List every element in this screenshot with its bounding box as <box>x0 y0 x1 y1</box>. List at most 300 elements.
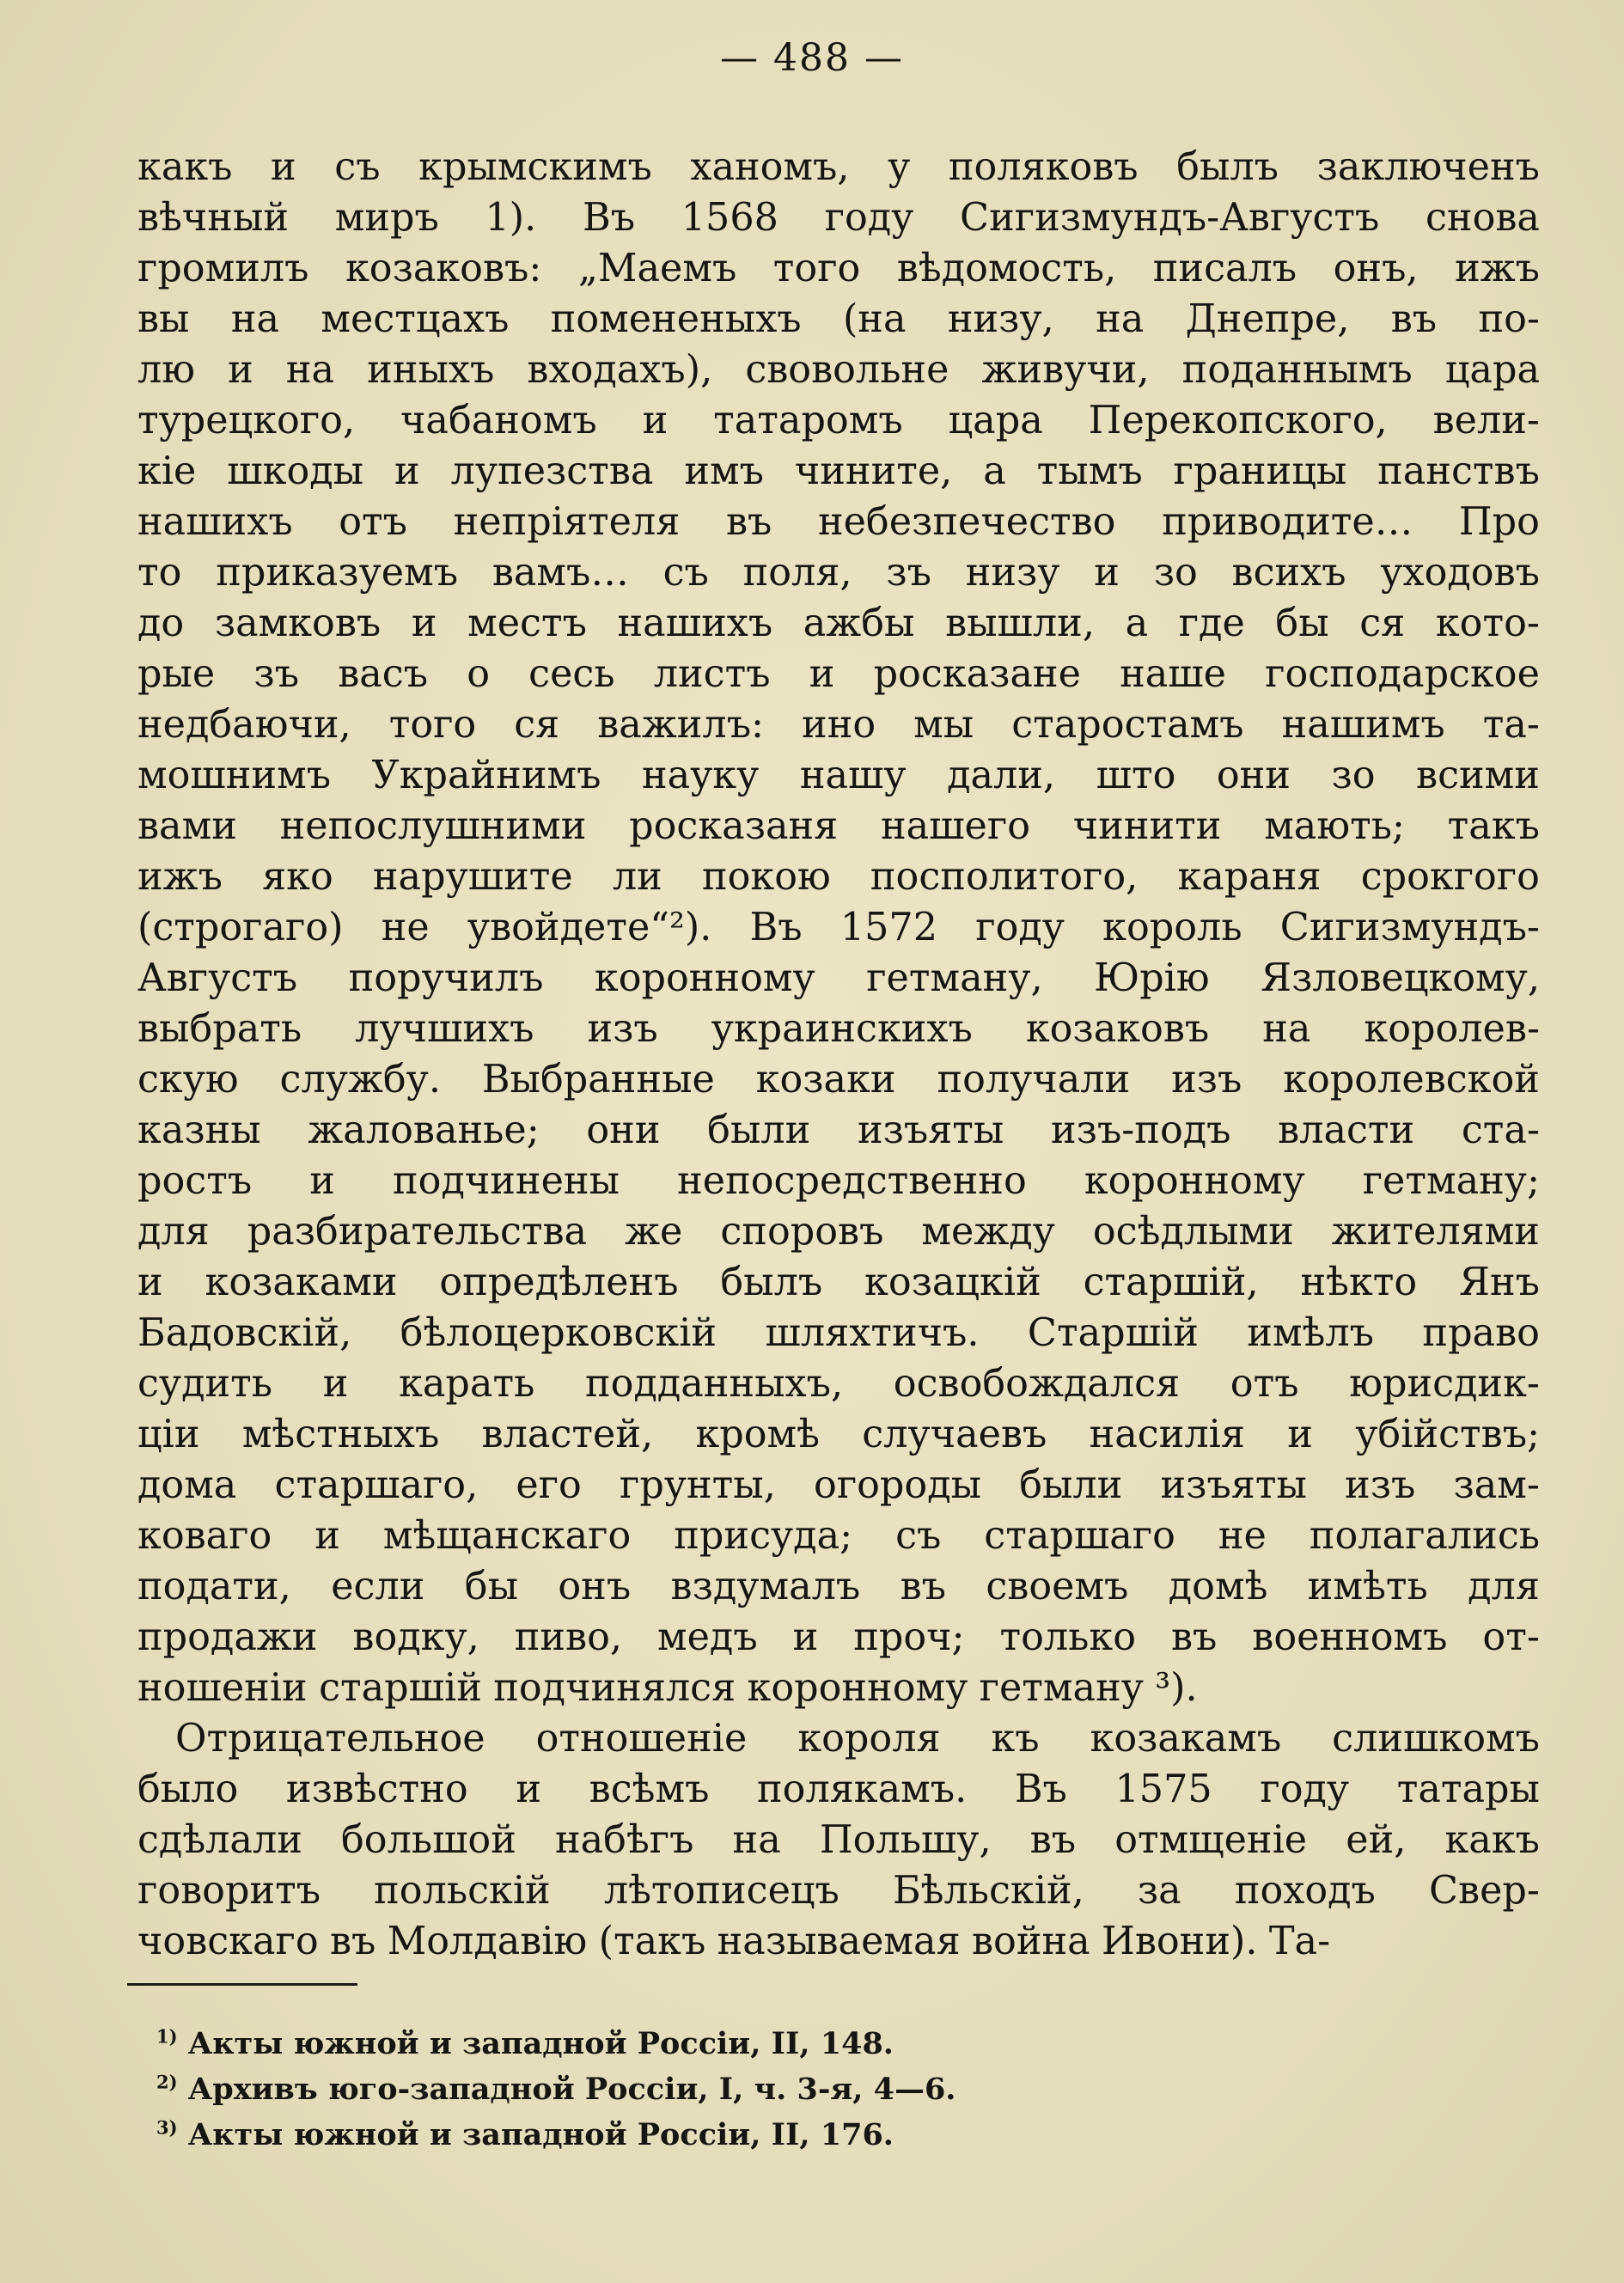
word: нашу <box>799 754 907 797</box>
word: королев- <box>1364 1007 1540 1051</box>
word: службу. <box>279 1058 441 1102</box>
word: Старшій <box>1027 1311 1199 1355</box>
word: на <box>285 348 335 392</box>
word: бѣлоцерковскій <box>400 1311 717 1355</box>
word: изъ <box>1171 1058 1242 1102</box>
word: приказуемъ <box>216 551 459 595</box>
word: старшаго <box>984 1514 1175 1558</box>
word: гетману <box>979 1666 1144 1710</box>
text-line <box>137 1460 1540 1511</box>
word: и <box>792 1615 819 1659</box>
word: походъ <box>1234 1869 1376 1913</box>
word: ся <box>1359 601 1406 645</box>
word: случаевъ <box>862 1413 1047 1456</box>
word: чинити <box>1072 804 1222 848</box>
word: Бадовскій, <box>137 1311 352 1355</box>
word: непосредственно <box>677 1159 1027 1203</box>
word: были <box>707 1108 811 1152</box>
word: казны <box>137 1108 261 1152</box>
word: война <box>971 1920 1090 1963</box>
word: Свер- <box>1428 1869 1540 1913</box>
word: о <box>467 652 490 696</box>
word: снова <box>1426 196 1540 240</box>
word: кото- <box>1435 601 1540 645</box>
word: вы <box>137 297 190 341</box>
word: изъ-подъ <box>1051 1108 1231 1152</box>
word: убійствъ; <box>1355 1413 1540 1456</box>
word: старшій, <box>1083 1261 1259 1304</box>
word: до <box>137 601 185 645</box>
word: старшій <box>319 1666 482 1710</box>
text-line <box>137 1764 1540 1815</box>
word: зъ <box>253 652 300 696</box>
word: козацкій <box>864 1261 1041 1304</box>
word: кіе <box>137 449 197 493</box>
word: освобождался <box>893 1362 1181 1406</box>
word: Польшу, <box>819 1818 992 1862</box>
word: Перекопского, <box>1088 399 1388 443</box>
word: небезпечество <box>817 500 1116 544</box>
word: короля <box>797 1717 941 1761</box>
word: лупезства <box>450 449 654 493</box>
word: миръ <box>334 196 439 240</box>
word: говоритъ <box>137 1869 321 1913</box>
text-line <box>137 649 1540 699</box>
word: ей, <box>1346 1818 1407 1862</box>
word: лучшихъ <box>355 1007 534 1051</box>
word: въ <box>900 1565 946 1608</box>
word: громилъ <box>137 247 309 290</box>
word: „Маемъ <box>577 247 737 290</box>
text-line <box>137 243 1540 294</box>
word: замковъ <box>214 601 382 645</box>
word: съ <box>895 1514 942 1558</box>
paragraph <box>137 1713 1540 1967</box>
word: татаромъ <box>713 399 903 443</box>
word: того <box>772 247 861 290</box>
word: Язловецкому, <box>1261 956 1540 1000</box>
word: отъ <box>1230 1362 1299 1406</box>
text-line <box>137 497 1540 547</box>
text-line <box>137 1308 1540 1358</box>
word: крымскимъ <box>418 145 652 189</box>
word: нашего <box>880 804 1030 848</box>
text-line <box>137 1409 1540 1460</box>
word: (строгаго) <box>137 906 344 949</box>
word: и <box>322 1362 349 1406</box>
text-line <box>137 1916 1540 1967</box>
word: вами <box>137 804 237 848</box>
word: и <box>516 1767 542 1811</box>
word: заключенъ <box>1316 145 1540 189</box>
word: караня <box>1177 855 1322 899</box>
word: получали <box>937 1058 1131 1102</box>
word: шляхтичъ. <box>765 1311 980 1355</box>
word: ростъ <box>137 1159 253 1203</box>
word: въ <box>1390 297 1438 341</box>
word: Бѣльскій, <box>892 1869 1084 1913</box>
word: зъ <box>886 551 931 595</box>
text-line <box>137 1004 1540 1054</box>
word: кромѣ <box>695 1413 820 1456</box>
word: Выбранные <box>481 1058 715 1102</box>
text-line <box>137 750 1540 801</box>
text-line <box>137 801 1540 852</box>
word: та- <box>1482 703 1540 747</box>
word: недбаючи, <box>137 703 351 747</box>
word: домѣ <box>1168 1565 1268 1608</box>
word: и <box>809 652 835 696</box>
word: писалъ <box>1152 247 1297 290</box>
word: непослушними <box>279 804 587 848</box>
word: скую <box>137 1058 239 1102</box>
word: грунты, <box>620 1463 776 1507</box>
word: нашимъ <box>1281 703 1445 747</box>
word: гетману; <box>1362 1159 1540 1203</box>
footnote-text: Архивъ юго-западной Россіи, I, ч. 3-я, 4—6. <box>177 2072 956 2107</box>
word: полагались <box>1309 1514 1540 1558</box>
word: дали, <box>947 754 1056 797</box>
word: мѣстныхъ <box>241 1413 440 1456</box>
word: на <box>1096 297 1145 341</box>
word: турецкого, <box>137 399 356 443</box>
word: увойдете“²). <box>467 906 712 949</box>
word: мають; <box>1264 804 1405 848</box>
word: ажбы <box>803 601 915 645</box>
word: къ <box>991 1717 1040 1761</box>
word: украинскихъ <box>711 1007 973 1051</box>
word: присуда; <box>674 1514 853 1558</box>
word: Ивони). <box>1102 1920 1258 1963</box>
word: Въ <box>749 906 803 949</box>
text-line <box>137 1511 1540 1561</box>
word: ³). <box>1155 1666 1198 1710</box>
word: мы <box>913 703 974 747</box>
word: продажи <box>137 1615 318 1659</box>
word: тымъ <box>1036 449 1143 493</box>
word: ся <box>514 703 560 747</box>
word: сесь <box>528 652 615 696</box>
word: яко <box>262 855 333 899</box>
word: важилъ: <box>597 703 765 747</box>
word: и <box>271 145 296 189</box>
text-line <box>137 294 1540 345</box>
word: зо <box>1153 551 1198 595</box>
word: имъ <box>684 449 764 493</box>
word: въ <box>1029 1818 1077 1862</box>
word: ино <box>802 703 876 747</box>
word: королевской <box>1283 1058 1540 1102</box>
word: коронному <box>747 1666 968 1710</box>
word: ханомъ, <box>690 145 850 189</box>
text-line <box>137 142 1540 192</box>
word: 1575 <box>1114 1767 1212 1811</box>
footnote-mark: 2) <box>156 2071 178 2093</box>
word: Въ <box>1014 1767 1067 1811</box>
text-line <box>137 1156 1540 1206</box>
word: татары <box>1396 1767 1540 1811</box>
word: онъ <box>558 1565 632 1608</box>
word: только <box>999 1615 1137 1659</box>
word: Янъ <box>1459 1261 1540 1304</box>
paragraph <box>137 142 1540 1713</box>
word: судить <box>137 1362 273 1406</box>
word: по- <box>1478 297 1540 341</box>
footnote-divider <box>127 1983 357 1986</box>
word: дома <box>137 1463 237 1507</box>
word: Августъ <box>137 956 298 1000</box>
word: ношеніи <box>137 1666 308 1710</box>
word: изъяты <box>1160 1463 1307 1507</box>
word: властей, <box>481 1413 654 1456</box>
word: васъ <box>338 652 429 696</box>
footnote-text: Акты южной и западной Россіи, II, 148. <box>177 2026 894 2061</box>
word: всѣмъ <box>589 1767 710 1811</box>
word: всихъ <box>1231 551 1346 595</box>
word: поляковъ <box>948 145 1139 189</box>
word: былъ <box>1176 145 1279 189</box>
word: поля, <box>742 551 852 595</box>
word: коронному <box>594 956 815 1000</box>
word: старостамъ <box>1011 703 1244 747</box>
word: то <box>137 551 182 595</box>
text-line <box>137 1865 1540 1916</box>
word: а <box>983 449 1006 493</box>
word: отношеніе <box>535 1717 748 1761</box>
word: местъ <box>467 601 587 645</box>
text-line <box>137 1815 1540 1865</box>
word: Сигизмундъ- <box>1279 906 1540 949</box>
text-line <box>137 1054 1540 1105</box>
word: не <box>381 906 430 949</box>
word: 1568 <box>681 196 778 240</box>
word: Про <box>1458 500 1540 544</box>
word: мошнимъ <box>137 754 332 797</box>
word: и <box>309 1159 335 1203</box>
word: слишкомъ <box>1332 1717 1540 1761</box>
word: ста- <box>1461 1108 1540 1152</box>
word: коваго <box>137 1514 272 1558</box>
word: власти <box>1278 1108 1415 1152</box>
word: Въ <box>583 196 636 240</box>
word: для <box>1468 1565 1540 1608</box>
word: чините, <box>794 449 953 493</box>
word: для <box>137 1210 210 1254</box>
text-line <box>137 699 1540 750</box>
word: и <box>642 399 669 443</box>
word: же <box>625 1210 683 1254</box>
word: жителями <box>1331 1210 1540 1254</box>
word: рые <box>137 652 216 696</box>
word: живучи, <box>981 348 1150 392</box>
word: нѣкто <box>1300 1261 1418 1304</box>
word: границы <box>1173 449 1347 493</box>
text-line <box>137 1105 1540 1156</box>
word: они <box>586 1108 661 1152</box>
word: были <box>1019 1463 1123 1507</box>
word: ижъ <box>1455 247 1540 290</box>
word: отъ <box>339 500 407 544</box>
word: пиво, <box>514 1615 623 1659</box>
word: (такъ <box>598 1920 706 1963</box>
word: споровъ <box>720 1210 884 1254</box>
word: имѣть <box>1307 1565 1428 1608</box>
word: нашихъ <box>137 500 293 544</box>
word: имѣлъ <box>1247 1311 1374 1355</box>
word: году <box>824 196 914 240</box>
word: на <box>230 297 280 341</box>
word: поручилъ <box>348 956 544 1000</box>
word: вѣчный <box>137 196 290 240</box>
word: право <box>1422 1311 1540 1355</box>
word: вздумалъ <box>670 1565 861 1608</box>
word: приводите… <box>1162 500 1413 544</box>
text-line <box>137 192 1540 243</box>
word: а <box>1125 601 1149 645</box>
word: нарушите <box>372 855 573 899</box>
word: цара <box>1444 348 1540 392</box>
word: 1572 <box>839 906 938 949</box>
word: ціи <box>137 1413 200 1456</box>
word: за <box>1137 1869 1181 1913</box>
word: подчинялся <box>493 1666 736 1710</box>
word: водку, <box>352 1615 479 1659</box>
text-line <box>137 1612 1540 1663</box>
word: свовольне <box>745 348 949 392</box>
word: и <box>394 449 420 493</box>
word: насилія <box>1089 1413 1245 1456</box>
word: иныхъ <box>367 348 495 392</box>
word: посполитого, <box>870 855 1139 899</box>
word: входахъ), <box>527 348 713 392</box>
word: медъ <box>656 1615 758 1659</box>
text-line <box>137 1713 1540 1764</box>
word: они <box>1216 754 1291 797</box>
word: Молдавію <box>387 1920 588 1963</box>
word: у <box>888 145 911 189</box>
word: и <box>411 601 437 645</box>
word: от- <box>1482 1615 1540 1659</box>
text-line <box>137 395 1540 446</box>
word: выбрать <box>137 1007 302 1051</box>
word: онъ, <box>1333 247 1419 290</box>
word: былъ <box>720 1261 823 1304</box>
word: его <box>516 1463 582 1507</box>
word: бы <box>464 1565 518 1608</box>
word: вамъ… <box>491 551 629 595</box>
word: между <box>921 1210 1055 1254</box>
word: Юрію <box>1094 956 1210 1000</box>
word: Днепре, <box>1185 297 1350 341</box>
word: карать <box>399 1362 535 1406</box>
word: году <box>1260 1767 1350 1811</box>
word: если <box>331 1565 425 1608</box>
text-line <box>137 446 1540 497</box>
word: не <box>1218 1514 1267 1558</box>
word: году <box>975 906 1065 949</box>
word: военномъ <box>1252 1615 1448 1659</box>
text-line <box>137 547 1540 598</box>
word: ижъ <box>137 855 223 899</box>
word: гетману, <box>866 956 1043 1000</box>
word: 1). <box>485 196 537 240</box>
word: такъ <box>1447 804 1540 848</box>
word: называемая <box>717 1920 961 1963</box>
word: лю <box>137 348 196 392</box>
word: росказане <box>873 652 1081 696</box>
word: што <box>1096 754 1176 797</box>
footnote <box>156 2021 956 2066</box>
text-line <box>137 1663 1540 1713</box>
word: на <box>1262 1007 1311 1051</box>
word: Та- <box>1268 1920 1331 1963</box>
word: помененыхъ <box>550 297 802 341</box>
word: въ <box>1170 1615 1218 1659</box>
word: и <box>1287 1413 1313 1456</box>
word: зам- <box>1453 1463 1540 1507</box>
word: изъяты <box>857 1108 1004 1152</box>
word: срокгого <box>1360 855 1540 899</box>
word: разбирательства <box>247 1210 588 1254</box>
word: отмщеніе <box>1114 1818 1308 1862</box>
word: и <box>137 1261 163 1304</box>
word: росказаня <box>629 804 839 848</box>
word: того <box>388 703 477 747</box>
word: где <box>1178 601 1245 645</box>
word: осѣдлыми <box>1092 1210 1294 1254</box>
word: съ <box>662 551 709 595</box>
word: вышли, <box>945 601 1095 645</box>
word: польскій <box>374 1869 551 1913</box>
word: науку <box>641 754 760 797</box>
word: и <box>314 1514 340 1558</box>
word: лѣтописецъ <box>603 1869 839 1913</box>
word: Сигизмундъ-Августъ <box>960 196 1380 240</box>
word: было <box>137 1767 239 1811</box>
word: коронному <box>1084 1159 1305 1203</box>
word: вели- <box>1432 399 1540 443</box>
footnote <box>156 2112 956 2158</box>
footnote <box>156 2066 956 2112</box>
word: опредѣленъ <box>439 1261 679 1304</box>
word: низу, <box>947 297 1054 341</box>
word: полякамъ. <box>757 1767 968 1811</box>
word: всими <box>1416 754 1540 797</box>
word: козаковъ <box>1025 1007 1210 1051</box>
page-number: — 488 — <box>720 36 904 80</box>
word: въ <box>329 1920 376 1963</box>
footnote-mark: 3) <box>156 2116 178 2139</box>
word: непріятеля <box>453 500 681 544</box>
word: шкоды <box>227 449 364 493</box>
word: бы <box>1275 601 1329 645</box>
footnotes <box>156 2021 956 2158</box>
word: и <box>1094 551 1120 595</box>
body-text <box>137 142 1540 1967</box>
word: и <box>228 348 253 392</box>
word: низу <box>965 551 1060 595</box>
text-line <box>137 902 1540 953</box>
word: какъ <box>137 145 233 189</box>
word: изъ <box>1345 1463 1416 1507</box>
word: сдѣлали <box>137 1818 302 1862</box>
text-line <box>137 345 1540 395</box>
word: съ <box>334 145 381 189</box>
word: набѣгъ <box>554 1818 694 1862</box>
word: козакамъ <box>1090 1717 1282 1761</box>
word: въ <box>725 500 772 544</box>
word: листъ <box>653 652 771 696</box>
